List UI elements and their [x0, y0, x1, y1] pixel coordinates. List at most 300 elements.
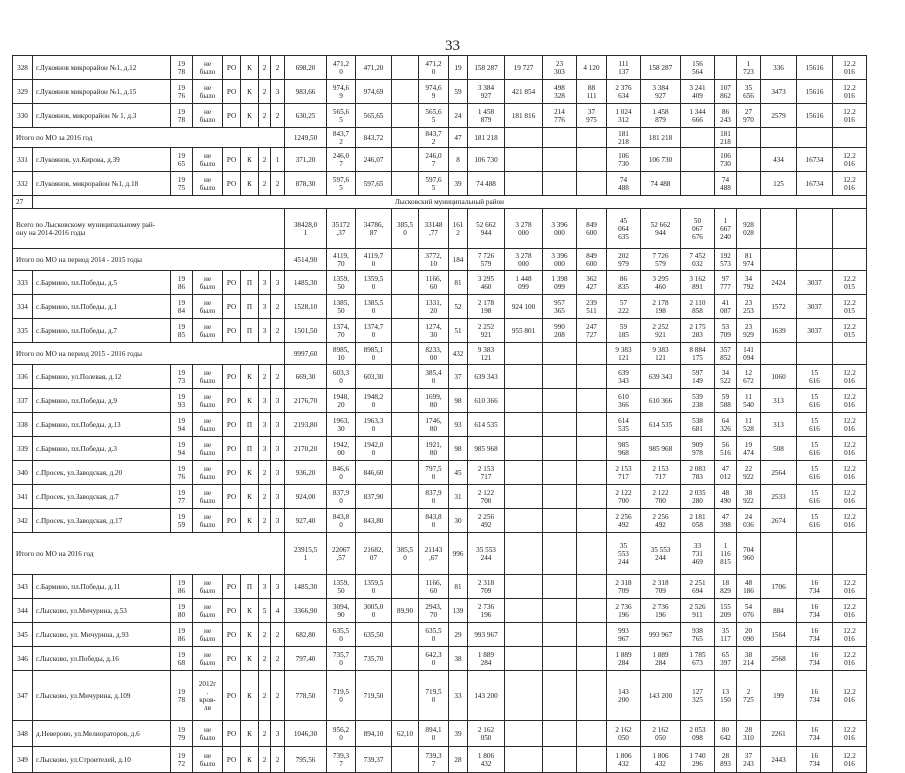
table-cell: 45 064 635	[607, 209, 641, 249]
table-cell: 2	[259, 461, 271, 485]
table-cell: 9 383 121	[641, 343, 681, 365]
table-cell: 3	[271, 485, 285, 509]
table-cell: 15616	[797, 56, 833, 80]
table-cell	[392, 647, 419, 671]
table-cell: 2 318 709	[607, 575, 641, 599]
row-number-cell: 348	[13, 721, 33, 747]
table-cell: 385,5 0	[392, 209, 419, 249]
table-cell	[505, 343, 543, 365]
table-cell: РО	[223, 148, 241, 172]
table-cell: 22067 ,57	[327, 533, 356, 575]
table-row	[13, 485, 867, 509]
page-number: 33	[445, 38, 460, 54]
table-cell: 19 68	[171, 647, 193, 671]
table-cell: 15 616	[797, 389, 833, 413]
table-cell: РО	[223, 647, 241, 671]
table-cell: 45	[449, 461, 468, 485]
table-cell: 698,20	[285, 56, 327, 80]
table-cell: 3 162 891	[681, 271, 715, 295]
table-cell: 1485,30	[285, 575, 327, 599]
table-cell: 19 474	[737, 437, 761, 461]
table-cell: 59	[449, 80, 468, 104]
table-cell	[577, 509, 607, 533]
table-cell: 35 117	[715, 623, 737, 647]
table-cell: 3	[259, 413, 271, 437]
table-cell: 246,0 7	[327, 148, 356, 172]
table-cell: 141 094	[737, 343, 761, 365]
table-cell: 181 218	[607, 128, 641, 148]
table-cell: 1 723	[737, 56, 761, 80]
region-title: Лысковский муниципальный район	[33, 196, 867, 209]
table-cell: 719,50	[356, 671, 392, 721]
table-cell: 20 090	[737, 623, 761, 647]
table-cell: 1564	[761, 623, 797, 647]
table-row	[13, 747, 867, 773]
table-cell	[392, 461, 419, 485]
table-cell: 7 452 032	[681, 249, 715, 271]
table-cell: 1046,30	[285, 721, 327, 747]
table-cell: 2	[259, 172, 271, 196]
table-cell: 974,6 9	[419, 80, 449, 104]
table-cell: 52 662 944	[641, 209, 681, 249]
table-cell: 2 153 717	[641, 461, 681, 485]
table-cell	[392, 343, 419, 365]
table-cell: 12.2 015	[833, 271, 867, 295]
table-cell: не было	[193, 509, 223, 533]
table-cell: 2012г . кров- ля	[193, 671, 223, 721]
table-cell: 3 396 000	[543, 209, 577, 249]
table-cell: 3	[271, 413, 285, 437]
table-cell	[833, 533, 867, 575]
table-cell: 614 535	[641, 413, 681, 437]
table-cell	[543, 747, 577, 773]
table-cell: 239 511	[577, 295, 607, 319]
table-cell	[392, 413, 419, 437]
address-cell: г.Лысково, ул. Мичурина, д.93	[33, 623, 171, 647]
table-cell: К	[241, 104, 259, 128]
table-cell: РО	[223, 413, 241, 437]
row-number-cell: 339	[13, 437, 33, 461]
table-cell: 7 726 579	[641, 249, 681, 271]
table-cell: 246,07	[356, 148, 392, 172]
table-cell: 2	[259, 623, 271, 647]
table-cell: 614 535	[607, 413, 641, 437]
table-cell	[737, 172, 761, 196]
table-cell: 2 153 717	[607, 461, 641, 485]
table-cell	[543, 172, 577, 196]
table-cell: 2	[259, 747, 271, 773]
table-cell: 27 970	[737, 104, 761, 128]
table-cell: РО	[223, 485, 241, 509]
table-cell: 3772, 10	[419, 249, 449, 271]
table-cell: 1 448 099	[505, 271, 543, 295]
table-cell: РО	[223, 365, 241, 389]
table-cell: 23 303	[543, 56, 577, 80]
table-cell: 2443	[761, 747, 797, 773]
table-cell: 1385,5 0	[356, 295, 392, 319]
table-cell: 127 325	[681, 671, 715, 721]
table-cell: не было	[193, 485, 223, 509]
table-cell: 846,60	[356, 461, 392, 485]
table-cell: 19 94	[171, 437, 193, 461]
table-cell: не было	[193, 647, 223, 671]
table-cell: не было	[193, 80, 223, 104]
table-cell	[577, 461, 607, 485]
table-cell: 3 295 460	[468, 271, 505, 295]
table-row	[13, 623, 867, 647]
table-cell: не было	[193, 365, 223, 389]
table-cell: 181 218	[468, 128, 505, 148]
table-cell: 2	[271, 647, 285, 671]
table-cell: 41 087	[715, 295, 737, 319]
table-cell: 2	[271, 104, 285, 128]
table-cell: 2 256 492	[607, 509, 641, 533]
table-cell: 3	[259, 319, 271, 343]
table-cell	[505, 485, 543, 509]
address-cell: с.Бармино, ул.Полевая, д.12	[33, 365, 171, 389]
table-cell	[505, 599, 543, 623]
table-cell: 12.2 016	[833, 721, 867, 747]
table-cell: 4514,90	[285, 249, 327, 271]
table-cell: 19 73	[171, 365, 193, 389]
table-cell: 985 968	[641, 437, 681, 461]
table-cell: 161 2	[449, 209, 468, 249]
table-cell: 19 86	[171, 575, 193, 599]
table-row	[13, 721, 867, 747]
table-cell: 156 564	[681, 56, 715, 80]
table-cell	[505, 533, 543, 575]
table-cell: 16 734	[797, 747, 833, 773]
table-cell: 2564	[761, 461, 797, 485]
table-cell	[577, 623, 607, 647]
table-cell: 2	[271, 319, 285, 343]
table-cell: 39	[449, 721, 468, 747]
table-cell	[543, 461, 577, 485]
table-cell: 65 397	[715, 647, 737, 671]
table-cell: 1485,30	[285, 271, 327, 295]
table-cell: 735,70	[356, 647, 392, 671]
row-number-cell: 328	[13, 56, 33, 80]
table-cell: 52	[449, 295, 468, 319]
table-cell: 3094, 90	[327, 599, 356, 623]
table-cell: 143 200	[607, 671, 641, 721]
table-cell: 15 616	[797, 485, 833, 509]
table-cell: 12.2 016	[833, 623, 867, 647]
table-cell: 2 122 700	[607, 485, 641, 509]
table-cell: 97 777	[715, 271, 737, 295]
table-cell: К	[241, 365, 259, 389]
table-cell: 924,00	[285, 485, 327, 509]
table-cell: К	[241, 509, 259, 533]
table-cell	[577, 647, 607, 671]
address-cell: г.Лысково, ул.Мичурина, д.109	[33, 671, 171, 721]
table-cell: 2579	[761, 104, 797, 128]
table-cell: 11 528	[737, 413, 761, 437]
table-cell: 12.2 016	[833, 671, 867, 721]
table-cell	[392, 623, 419, 647]
table-cell: 9 383 121	[607, 343, 641, 365]
address-cell: г.Лукоянов, ул.Кирова, д.39	[33, 148, 171, 172]
table-cell: 2 256 492	[641, 509, 681, 533]
address-cell: с.Бармино, пл.Победы, д.11	[33, 575, 171, 599]
table-cell	[392, 249, 419, 271]
table-cell	[392, 747, 419, 773]
table-cell	[543, 533, 577, 575]
table-cell	[543, 148, 577, 172]
table-cell: 23 929	[737, 319, 761, 343]
table-cell: 4119, 70	[327, 249, 356, 271]
table-cell: 3 295 460	[641, 271, 681, 295]
table-cell: 362 427	[577, 271, 607, 295]
table-cell: 843,7 2	[327, 128, 356, 148]
table-cell: РО	[223, 575, 241, 599]
table-cell: 878,30	[285, 172, 327, 196]
table-cell	[505, 647, 543, 671]
table-cell	[761, 128, 797, 148]
table-cell: 735,7 0	[327, 647, 356, 671]
table-cell	[681, 148, 715, 172]
table-cell: 795,56	[285, 747, 327, 773]
table-cell: 2261	[761, 721, 797, 747]
table-cell: 246,0 7	[419, 148, 449, 172]
table-cell: 31	[449, 485, 468, 509]
table-cell: 1 889 284	[468, 647, 505, 671]
table-cell	[392, 271, 419, 295]
table-cell: 565,6 5	[419, 104, 449, 128]
table-cell: 1166, 60	[419, 575, 449, 599]
table-cell: 81	[449, 271, 468, 295]
table-cell: 990 208	[543, 319, 577, 343]
table-cell: 12.2 015	[833, 319, 867, 343]
table-cell: 8	[449, 148, 468, 172]
table-cell: 2170,20	[285, 437, 327, 461]
table-cell: 12.2 016	[833, 104, 867, 128]
table-cell: 1963,3 0	[356, 413, 392, 437]
table-cell	[505, 461, 543, 485]
table-cell: 12.2 016	[833, 80, 867, 104]
table-cell: 56 516	[715, 437, 737, 461]
table-cell: 3366,90	[285, 599, 327, 623]
table-cell: 12.2 016	[833, 413, 867, 437]
table-cell	[505, 575, 543, 599]
table-cell	[577, 413, 607, 437]
table-cell	[543, 128, 577, 148]
table-cell	[577, 533, 607, 575]
table-cell: 313	[761, 389, 797, 413]
table-cell: 539 238	[681, 389, 715, 413]
table-cell: 19 94	[171, 413, 193, 437]
row-number-cell: 330	[13, 104, 33, 128]
table-cell: 106 730	[641, 148, 681, 172]
table-cell: 1 806 432	[468, 747, 505, 773]
table-cell: 3 241 409	[681, 80, 715, 104]
table-cell: 19 76	[171, 80, 193, 104]
table-cell: 3	[271, 271, 285, 295]
table-cell: 1 458 879	[641, 104, 681, 128]
table-cell: 35 553 244	[641, 533, 681, 575]
table-cell: 158 287	[468, 56, 505, 80]
table-cell: 1921, 80	[419, 437, 449, 461]
table-cell: 357 852	[715, 343, 737, 365]
table-cell: 16734	[797, 148, 833, 172]
table-cell	[681, 128, 715, 148]
table-cell: 106 730	[715, 148, 737, 172]
table-cell: 93	[449, 413, 468, 437]
table-cell: 974,6 9	[327, 80, 356, 104]
subtotal-row	[13, 343, 867, 365]
table-cell: 34786, 87	[356, 209, 392, 249]
table-cell: 16 734	[797, 599, 833, 623]
table-cell: 957 365	[543, 295, 577, 319]
table-cell: 1 024 312	[607, 104, 641, 128]
table-cell	[505, 747, 543, 773]
table-cell: 2 178 198	[468, 295, 505, 319]
table-cell: 843,8 0	[327, 509, 356, 533]
table-cell: 603,30	[356, 365, 392, 389]
table-cell: 797,40	[285, 647, 327, 671]
table-cell	[505, 721, 543, 747]
table-cell: 909 978	[681, 437, 715, 461]
table-cell: 3	[271, 80, 285, 104]
table-cell: 3	[271, 437, 285, 461]
table-cell	[761, 343, 797, 365]
table-cell: 19 78	[171, 671, 193, 721]
table-cell: П	[241, 271, 259, 295]
table-cell: 19 85	[171, 319, 193, 343]
table-cell: 1948,2 0	[356, 389, 392, 413]
table-cell: 2 318 709	[468, 575, 505, 599]
table-cell: 2 053 098	[681, 721, 715, 747]
table-cell	[505, 413, 543, 437]
table-cell: 2 725	[737, 671, 761, 721]
table-cell: 983,66	[285, 80, 327, 104]
table-cell: П	[241, 319, 259, 343]
table-cell: 107 862	[715, 80, 737, 104]
table-cell: 936,20	[285, 461, 327, 485]
table-cell: 19 727	[505, 56, 543, 80]
table-cell: 19	[449, 56, 468, 80]
table-cell	[543, 485, 577, 509]
table-cell: 19 59	[171, 509, 193, 533]
table-cell	[505, 389, 543, 413]
table-row	[13, 365, 867, 389]
table-cell: 59 588	[715, 389, 737, 413]
row-number-cell: 345	[13, 623, 33, 647]
table-cell: 53 709	[715, 319, 737, 343]
table-cell: 3	[259, 271, 271, 295]
table-cell: 894,1 0	[419, 721, 449, 747]
table-cell: 1699, 80	[419, 389, 449, 413]
table-cell: 4 120	[577, 56, 607, 80]
table-cell: не было	[193, 747, 223, 773]
table-cell: 2	[271, 295, 285, 319]
table-cell: К	[241, 172, 259, 196]
table-cell: 1963, 30	[327, 413, 356, 437]
table-cell	[392, 365, 419, 389]
table-cell: 12.2 016	[833, 647, 867, 671]
table-row	[13, 172, 867, 196]
row-number-cell: 332	[13, 172, 33, 196]
table-cell: 181 218	[641, 128, 681, 148]
table-cell: 23 253	[737, 295, 761, 319]
table-cell: 2	[271, 623, 285, 647]
table-cell: 1 458 879	[468, 104, 505, 128]
table-cell: 471,2 0	[419, 56, 449, 80]
table-cell: 247 727	[577, 319, 607, 343]
table-cell: 192 573	[715, 249, 737, 271]
address-cell: г.Лукоянов, микрорайон № 1, д.3	[33, 104, 171, 128]
table-cell	[543, 509, 577, 533]
table-cell: 15616	[797, 104, 833, 128]
table-cell: 21143 ,67	[419, 533, 449, 575]
table-cell	[577, 128, 607, 148]
table-cell: 54 076	[737, 599, 761, 623]
table-cell	[543, 623, 577, 647]
table-cell: 1706	[761, 575, 797, 599]
table-cell: 2	[259, 56, 271, 80]
table-cell: 15 616	[797, 509, 833, 533]
table-cell: 12.2 016	[833, 747, 867, 773]
table-cell	[392, 172, 419, 196]
table-cell: 2 318 709	[641, 575, 681, 599]
table-cell: 29	[449, 623, 468, 647]
subtotal-row	[13, 533, 867, 575]
table-cell: 81 974	[737, 249, 761, 271]
table-cell: 2	[259, 721, 271, 747]
table-cell: 2	[259, 509, 271, 533]
table-cell: 3 384 927	[641, 80, 681, 104]
address-cell: с.Бармино, пл.Победы, д.13	[33, 413, 171, 437]
table-cell	[505, 365, 543, 389]
table-cell: 12.2 016	[833, 437, 867, 461]
table-cell: 19 86	[171, 623, 193, 647]
table-cell: 630,25	[285, 104, 327, 128]
table-cell: 2	[271, 747, 285, 773]
table-cell: 199	[761, 671, 797, 721]
table-cell: 498 328	[543, 80, 577, 104]
table-cell	[392, 485, 419, 509]
table-cell: 35 553 244	[607, 533, 641, 575]
table-cell: 1 806 432	[641, 747, 681, 773]
table-cell: 1942, 00	[327, 437, 356, 461]
table-cell: К	[241, 623, 259, 647]
table-cell: 719,5 0	[419, 671, 449, 721]
table-cell	[392, 295, 419, 319]
table-cell: 9997,60	[285, 343, 327, 365]
table-cell: 846,6 0	[327, 461, 356, 485]
table-cell: 597,6 5	[419, 172, 449, 196]
table-cell: К	[241, 747, 259, 773]
table-row	[13, 319, 867, 343]
table-cell: 956,2 0	[327, 721, 356, 747]
table-cell: 74 488	[715, 172, 737, 196]
table-cell: 843,72	[356, 128, 392, 148]
table-cell: К	[241, 148, 259, 172]
table-cell: 843,8 0	[419, 509, 449, 533]
subtotal-label: Итого по МО на период 2015 - 2016 годы	[13, 343, 285, 365]
table-cell: 2 736 196	[641, 599, 681, 623]
table-cell: 37 975	[577, 104, 607, 128]
table-cell: 155 209	[715, 599, 737, 623]
table-cell	[797, 128, 833, 148]
table-cell: 2 162 050	[607, 721, 641, 747]
table-cell: не было	[193, 172, 223, 196]
table-cell: 639 343	[468, 365, 505, 389]
table-cell: 158 287	[641, 56, 681, 80]
table-cell: 28 893	[715, 747, 737, 773]
table-cell: 2 178 198	[641, 295, 681, 319]
table-cell: 603,3 0	[327, 365, 356, 389]
